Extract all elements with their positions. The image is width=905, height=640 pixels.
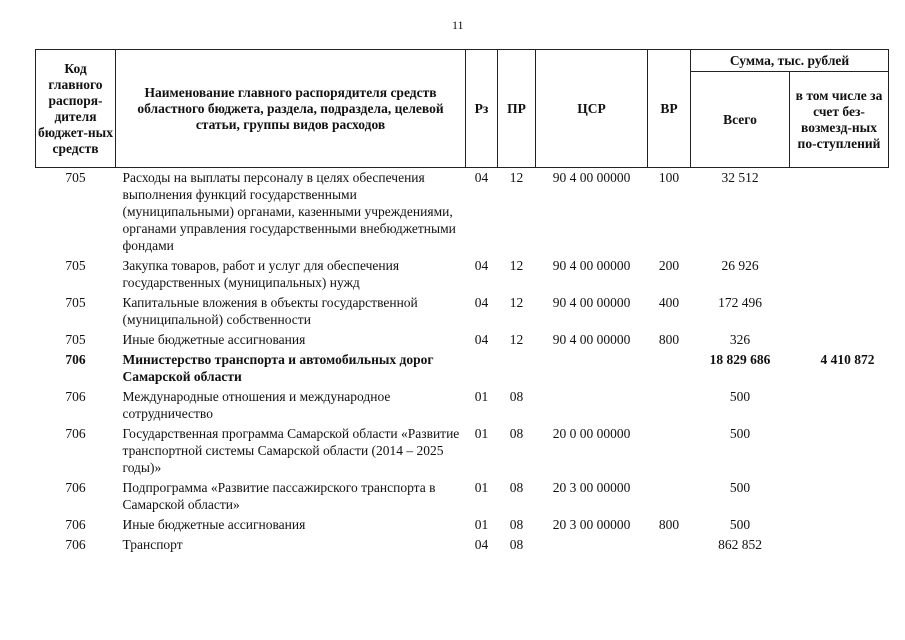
cell-incl xyxy=(790,515,889,535)
cell-pr: 12 xyxy=(509,258,524,273)
cell-pr: 12 xyxy=(509,332,524,347)
cell-pr xyxy=(498,350,536,387)
cell-pr: 08 xyxy=(509,426,524,441)
header-name: Наименование главного распорядителя средств областного бюджета, раздела, подраздела, целевой статьи, группы видов расходов xyxy=(116,50,466,168)
cell-code: 705 xyxy=(65,258,86,273)
cell-name: Капитальные вложения в объекты государственной (муниципальной) собственности xyxy=(122,295,418,327)
cell-name: Расходы на выплаты персоналу в целях обеспечения выполнения функций государственными (муниципальными) органами, казенными учреждениями, органами управления государственными внебюджетными фондами xyxy=(122,170,456,253)
cell-code: 705 xyxy=(65,295,86,310)
cell-total: 862 852 xyxy=(718,537,762,552)
table-body xyxy=(36,168,889,556)
cell-total: 500 xyxy=(729,389,751,404)
cell-pr: 12 xyxy=(509,170,524,185)
header-rz: Рз xyxy=(466,50,498,168)
page-number: 11 xyxy=(452,18,464,32)
cell-rz: 01 xyxy=(474,389,489,404)
cell-rz: 01 xyxy=(474,426,489,441)
cell-rz: 01 xyxy=(474,480,489,495)
cell-vr xyxy=(648,535,691,555)
cell-name: Иные бюджетные ассигнования xyxy=(122,332,306,347)
cell-total: 172 496 xyxy=(718,295,762,310)
cell-vr xyxy=(648,424,691,478)
cell-pr: 08 xyxy=(509,480,524,495)
cell-vr: 100 xyxy=(658,170,680,185)
header-pr: ПР xyxy=(498,50,536,168)
cell-rz: 04 xyxy=(474,295,489,310)
cell-name: Международные отношения и международное сотрудничество xyxy=(122,389,391,421)
cell-incl xyxy=(790,168,889,257)
table-row xyxy=(36,515,889,535)
cell-csr: 20 3 00 00000 xyxy=(552,480,631,495)
header-sum: Сумма, тыс. рублей xyxy=(691,50,889,72)
cell-name: Закупка товаров, работ и услуг для обеспечения государственных (муниципальных) нужд xyxy=(122,258,400,290)
budget-table xyxy=(35,49,889,555)
cell-incl xyxy=(790,330,889,350)
cell-name: Иные бюджетные ассигнования xyxy=(122,517,306,532)
cell-pr: 08 xyxy=(509,389,524,404)
cell-vr: 800 xyxy=(658,332,680,347)
cell-csr xyxy=(536,387,648,424)
cell-rz: 01 xyxy=(474,517,489,532)
cell-vr: 200 xyxy=(658,258,680,273)
table-row xyxy=(36,168,889,257)
cell-rz xyxy=(466,350,498,387)
cell-total: 26 926 xyxy=(721,258,759,273)
cell-pr: 08 xyxy=(509,517,524,532)
cell-incl xyxy=(790,387,889,424)
table-row xyxy=(36,293,889,330)
cell-total: 32 512 xyxy=(721,170,759,185)
cell-csr: 20 3 00 00000 xyxy=(552,517,631,532)
table-row xyxy=(36,535,889,555)
cell-vr xyxy=(648,478,691,515)
cell-csr: 90 4 00 00000 xyxy=(552,295,631,310)
table-header xyxy=(36,50,889,168)
cell-vr xyxy=(648,387,691,424)
cell-code: 706 xyxy=(65,537,86,552)
table-row xyxy=(36,424,889,478)
cell-incl xyxy=(790,535,889,555)
cell-code: 706 xyxy=(65,517,86,532)
header-incl: в том числе за счет без-возмезд-ных по-ступлений xyxy=(790,72,889,168)
cell-vr: 400 xyxy=(658,295,680,310)
cell-name: Министерство транспорта и автомобильных дорог Самарской области xyxy=(122,352,434,384)
cell-code: 706 xyxy=(65,480,86,495)
cell-rz: 04 xyxy=(474,170,489,185)
cell-vr: 800 xyxy=(658,517,680,532)
header-csr: ЦСР xyxy=(536,50,648,168)
cell-incl: 4 410 872 xyxy=(820,352,875,367)
table-row xyxy=(36,350,889,387)
cell-vr xyxy=(648,350,691,387)
cell-code: 706 xyxy=(65,426,86,441)
cell-pr: 08 xyxy=(509,537,524,552)
cell-csr: 90 4 00 00000 xyxy=(552,170,631,185)
cell-name: Подпрограмма «Развитие пассажирского транспорта в Самарской области» xyxy=(122,480,436,512)
cell-csr xyxy=(536,350,648,387)
cell-incl xyxy=(790,293,889,330)
cell-total: 326 xyxy=(729,332,751,347)
cell-total: 500 xyxy=(729,426,751,441)
header-vr: ВР xyxy=(648,50,691,168)
cell-code: 706 xyxy=(65,352,86,367)
cell-total: 500 xyxy=(729,517,751,532)
cell-name: Государственная программа Самарской области «Развитие транспортной системы Самарской области (2014 – 2025 годы)» xyxy=(122,426,460,475)
header-code: Код главного распоря-дителя бюджет-ных средств xyxy=(36,50,116,168)
cell-code: 706 xyxy=(65,389,86,404)
cell-rz: 04 xyxy=(474,258,489,273)
cell-name: Транспорт xyxy=(122,537,183,552)
cell-total: 500 xyxy=(729,480,751,495)
cell-incl xyxy=(790,424,889,478)
table-row xyxy=(36,478,889,515)
cell-incl xyxy=(790,256,889,293)
table-row xyxy=(36,387,889,424)
cell-csr: 90 4 00 00000 xyxy=(552,332,631,347)
header-total: Всего xyxy=(691,72,790,168)
cell-rz: 04 xyxy=(474,537,489,552)
cell-incl xyxy=(790,478,889,515)
cell-csr xyxy=(536,535,648,555)
cell-total: 18 829 686 xyxy=(709,352,771,367)
cell-code: 705 xyxy=(65,170,86,185)
cell-rz: 04 xyxy=(474,332,489,347)
cell-csr: 20 0 00 00000 xyxy=(552,426,631,441)
cell-csr: 90 4 00 00000 xyxy=(552,258,631,273)
table-row xyxy=(36,256,889,293)
cell-code: 705 xyxy=(65,332,86,347)
cell-pr: 12 xyxy=(509,295,524,310)
table-row xyxy=(36,330,889,350)
